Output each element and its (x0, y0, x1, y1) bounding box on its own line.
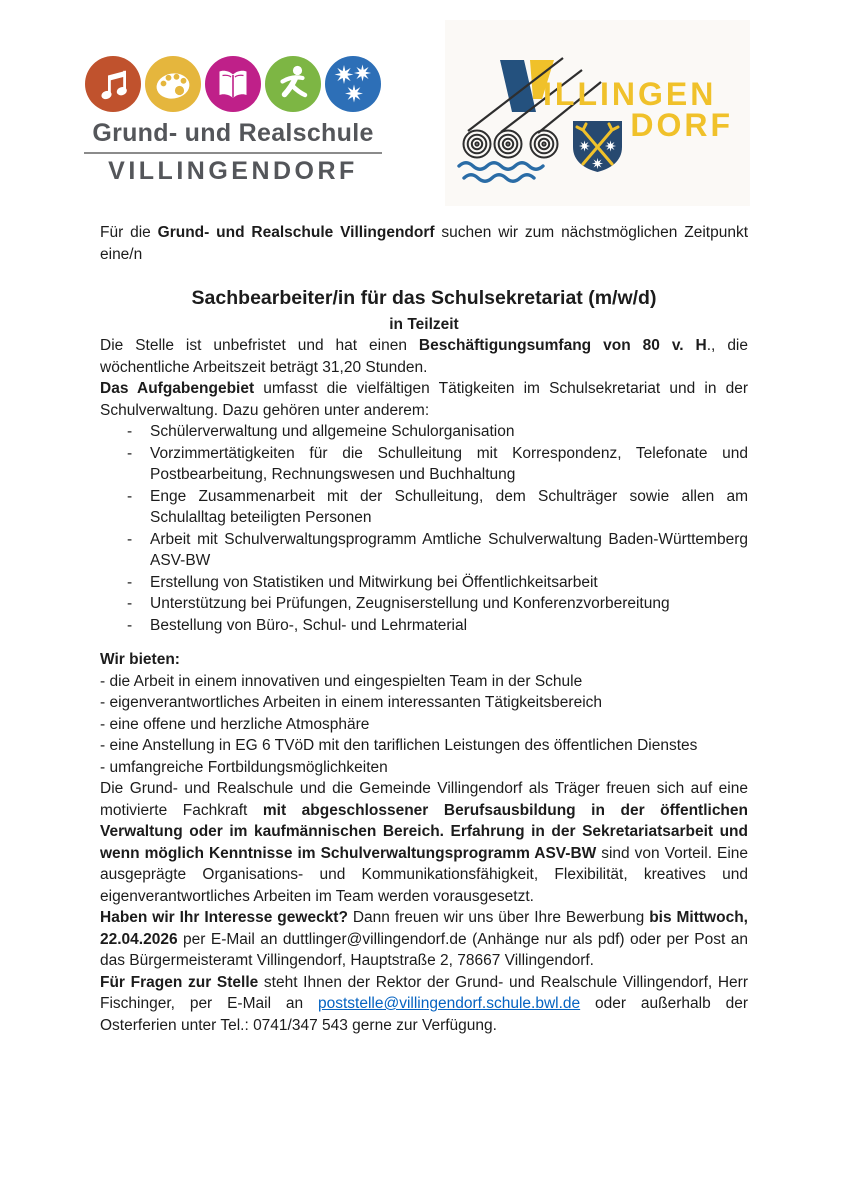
intro-pre: Für die (100, 224, 158, 241)
v-left-stroke (500, 60, 536, 112)
bullet-dash: - (127, 573, 133, 591)
tasks-heading-rest: umfasst die vielfältigen Tätigkeiten im Schulsekretariat und in der Schulverwaltung. Dazu gehören unter anderem: (100, 380, 748, 419)
school-logo-icons (84, 55, 382, 113)
palette-icon (144, 55, 202, 113)
task-item-text: Unterstützung bei Prüfungen, Zeugniserstellung und Konferenzvorbereitung (150, 595, 670, 612)
position-post: ., die wöchentliche Arbeitszeit beträgt 31,20 Stunden. (100, 337, 749, 376)
contact-paragraph (100, 972, 748, 1037)
application-question-bold: Haben wir Ihr Interesse geweckt? (100, 909, 348, 926)
task-item (100, 486, 748, 529)
task-item-text: Erstellung von Statistiken und Mitwirkung bei Öffentlichkeitsarbeit (150, 573, 598, 591)
document-body (100, 222, 748, 1036)
offer-item: - eine offene und herzliche Atmosphäre (100, 715, 370, 733)
stars-icon (324, 55, 382, 113)
application-deadline-bold: bis Mittwoch, 22.04.2026 (100, 909, 748, 948)
municipality-wordmark-bottom: DORF (630, 107, 733, 143)
runner-icon (264, 55, 322, 113)
contact-mid: steht Ihnen der Rektor der Grund- und Realschule Villingendorf, Herr Fischinger, per E-Mail an (100, 973, 748, 1012)
tasks-intro-paragraph (100, 378, 748, 421)
task-item (100, 443, 748, 486)
contact-post: oder außerhalb der Osterferien unter Tel.: 0741/347 543 gerne zur Verfügung. (100, 995, 748, 1034)
music-note-icon (84, 55, 142, 113)
coat-of-arms (573, 121, 622, 172)
municipality-wordmark-top: ILLINGEN (543, 76, 717, 112)
offer-item: - umfangreiche Fortbildungsmöglichkeiten (100, 758, 388, 776)
offer-heading: Wir bieten: (100, 651, 180, 668)
task-item (100, 593, 748, 615)
position-pre: Die Stelle ist unbefristet und hat einen (100, 337, 419, 354)
task-item-text: Enge Zusammenarbeit mit der Schulleitung, dem Schulträger sowie allen am Schulalltag beteiligten Personen (150, 487, 748, 526)
bullet-dash: - (127, 530, 133, 548)
profile-bold: mit abgeschlossener Berufsausbildung in der öffentlichen Verwaltung oder im kaufmännischen Bereich. Erfahrung in der Sekretariatsarbeit und wenn möglich Kenntnisse im Schulverwaltungsprogramm ASV-BW (100, 801, 748, 862)
task-item (100, 615, 748, 637)
offer-item: - eigenverantwortliches Arbeiten in einem interessanten Tätigkeitsbereich (100, 694, 603, 711)
bullet-dash: - (127, 616, 133, 634)
position-bold: Beschäftigungsumfang von 80 v. H (418, 337, 707, 354)
profile-paragraph (100, 778, 748, 907)
task-item (100, 421, 748, 443)
waves-icon (459, 163, 543, 182)
task-item-text: Bestellung von Büro-, Schul- und Lehrmaterial (150, 616, 468, 634)
contact-bold: Für Fragen zur Stelle (100, 973, 259, 991)
tasks-heading-bold: Das Aufgabengebiet (100, 380, 255, 397)
bullet-dash: - (127, 444, 133, 462)
application-mid: Dann freuen wir uns über Ihre Bewerbung (347, 909, 650, 926)
offer-item: - die Arbeit in einem innovativen und eingespielten Team in der Schule (100, 672, 583, 690)
task-item (100, 572, 748, 594)
bullet-dash: - (127, 595, 133, 612)
task-item-text: Arbeit mit Schulverwaltungsprogramm Amtliche Schulverwaltung Baden-Württemberg ASV-BW (150, 530, 748, 569)
school-logo-divider (84, 152, 382, 154)
profile-pre: Die Grund- und Realschule und die Gemeinde Villingendorf als Träger freuen sich auf eine motivierte Fachkraft (100, 780, 748, 819)
bullet-dash: - (127, 423, 133, 440)
task-item-text: Schülerverwaltung und allgemeine Schulorganisation (150, 423, 515, 440)
task-item-text: Vorzimmertätigkeiten für die Schulleitung mit Korrespondenz, Telefonate und Postbearbeitung, Rechnungswesen und Buchhaltung (150, 444, 748, 483)
intro-bold: Grund- und Realschule Villingendorf (157, 224, 435, 241)
open-book-icon (204, 55, 262, 113)
spiral-icons (464, 131, 558, 158)
contact-email-link[interactable]: poststelle@villingendorf.schule.bwl.de (318, 995, 581, 1012)
application-paragraph (100, 907, 748, 972)
intro-paragraph (100, 222, 748, 265)
municipality-logo-graphic (445, 20, 750, 206)
school-logo-city: VILLINGENDORF (108, 157, 358, 185)
job-title-subtitle: in Teilzeit (389, 316, 459, 333)
bullet-dash: - (127, 487, 133, 505)
task-item (100, 529, 748, 572)
job-title: Sachbearbeiter/in für das Schulsekretariat (m/w/d) (191, 287, 657, 309)
tasks-list (100, 421, 748, 636)
school-logo-name: Grund- und Realschule (92, 119, 374, 147)
municipality-logo (445, 20, 750, 206)
intro-post: suchen wir zum nächstmöglichen Zeitpunkt eine/n (100, 224, 748, 263)
application-post: per E-Mail an duttlinger@villingendorf.de (Anhänge nur als pdf) oder per Post an das Bürgermeisteramt Villingendorf, Hauptstraße 2, 78667 Villingendorf. (100, 930, 748, 969)
position-paragraph (100, 335, 748, 378)
school-logo (84, 55, 382, 186)
profile-post: sind von Vorteil. Eine ausgeprägte Organisations- und Kommunikationsfähigkeit, Flexibilität, kreatives und eigenverantwortliches Arbeiten im Team werden vorausgesetzt. (100, 844, 748, 905)
offer-item: - eine Anstellung in EG 6 TVöD mit den tariflichen Leistungen des öffentlichen Dienstes (100, 737, 698, 754)
